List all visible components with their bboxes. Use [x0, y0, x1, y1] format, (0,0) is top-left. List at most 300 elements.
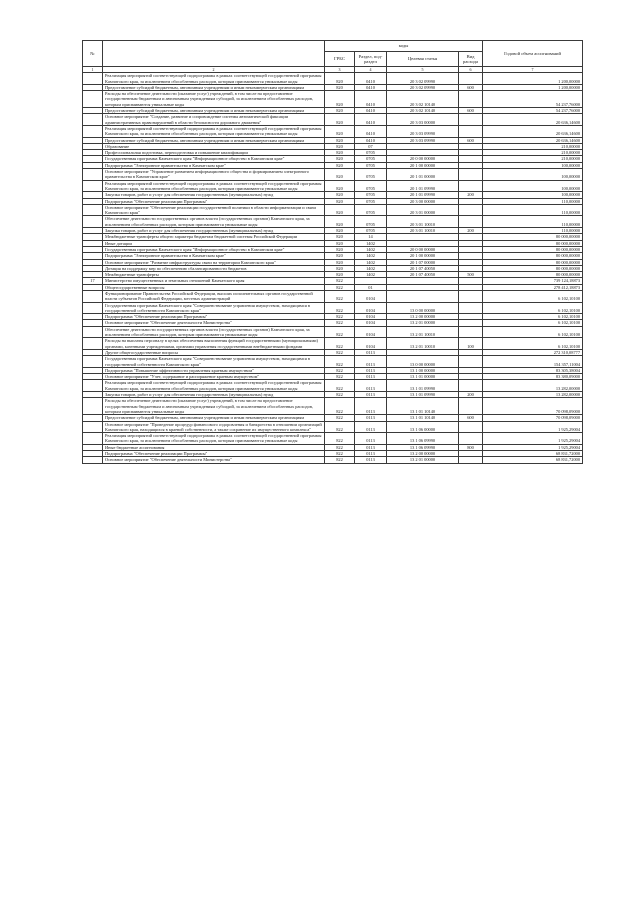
table-row	[83, 398, 583, 415]
cell-number	[83, 169, 103, 181]
cell-celevaya-statya: 13 1 06 00000	[387, 421, 459, 433]
table-row	[83, 338, 583, 350]
cell-grbs: 822	[325, 302, 355, 314]
cell-grbs: 820	[325, 108, 355, 114]
cell-vid-rashoda: 500	[459, 272, 483, 278]
cell-name: Предоставление субсидий бюджетным, автономным учреждениям и иным некоммерческим организациям	[103, 137, 325, 143]
cell-name: Функционирование Правительства Российской Федерации, высших исполнительных органов государственной власти субъектов Российской Федерации, местных администраций	[103, 290, 325, 302]
cell-number	[83, 114, 103, 126]
header-vid-rashoda: Вид расхода	[459, 52, 483, 67]
cell-razdel: 0113	[355, 433, 387, 445]
table-row	[83, 216, 583, 228]
cell-amount: 83 305,38004	[483, 367, 583, 373]
cell-razdel: 0705	[355, 228, 387, 234]
cell-name: Межбюджетные трансферты	[103, 272, 325, 278]
cell-amount: 6 102,10100	[483, 320, 583, 326]
table-body	[83, 73, 583, 463]
cell-number	[83, 125, 103, 137]
table-row	[83, 125, 583, 137]
cell-name: Основное мероприятие "Управление развитием информационного общества и формированием электронного правительства в Камчатском крае"	[103, 169, 325, 181]
column-number: 3	[325, 67, 355, 73]
cell-name: Дотация на поддержку мер по обеспечению сбалансированности бюджетов	[103, 265, 325, 271]
cell-vid-rashoda	[459, 380, 483, 392]
budget-allocation-table	[82, 40, 583, 464]
table-row	[83, 302, 583, 314]
cell-grbs: 820	[325, 162, 355, 168]
cell-grbs: 820	[325, 228, 355, 234]
cell-name: Закупка товаров, работ и услуг для обеспечения государственных (муниципальных) нужд	[103, 228, 325, 234]
table-row	[83, 457, 583, 463]
cell-amount: 54 237,76000	[483, 108, 583, 114]
table-row	[83, 421, 583, 433]
cell-razdel: 0113	[355, 349, 387, 355]
cell-razdel: 0410	[355, 91, 387, 108]
cell-amount: 6 102,10100	[483, 302, 583, 314]
cell-vid-rashoda	[459, 125, 483, 137]
cell-name: Расходы на выплаты персоналу в целях обеспечения выполнения функций государственными (муниципальными) органами, казенными учреждениями, органами управления государственными внебюджетными фондами	[103, 338, 325, 350]
cell-amount: 210,00000	[483, 156, 583, 162]
cell-name: Реализация мероприятий соответствующей подпрограммы в рамках соответствующей государственной программы Камчатского края, за исключением обособленных расходов, которым присваиваются уникальные коды	[103, 380, 325, 392]
cell-celevaya-statya: 13 2 01 10010	[387, 338, 459, 350]
cell-name: Общегосударственные вопросы	[103, 284, 325, 290]
cell-razdel: 0113	[355, 457, 387, 463]
cell-name: Подпрограмма "Обеспечение реализации Программы"	[103, 314, 325, 320]
cell-name: Обеспечение деятельности государственных органов власти (государственных органов) Камчатского края, за исключением обособленных расходов, которым присваиваются уникальные коды	[103, 216, 325, 228]
header-annual-amount: Годовой объем ассигнований	[483, 41, 583, 67]
cell-number	[83, 302, 103, 314]
table-row	[83, 204, 583, 216]
cell-celevaya-statya: 13 0 00 00000	[387, 302, 459, 314]
cell-name: Министерство имущественных и земельных отношений Камчатского края	[103, 278, 325, 284]
cell-grbs: 822	[325, 374, 355, 380]
cell-celevaya-statya: 20 1 01 09990	[387, 180, 459, 192]
cell-amount: 80 000,00000	[483, 265, 583, 271]
cell-vid-rashoda	[459, 457, 483, 463]
table-row	[83, 91, 583, 108]
cell-amount: 80 000,00000	[483, 259, 583, 265]
cell-celevaya-statya: 20 3 03 00000	[387, 114, 459, 126]
cell-grbs: 820	[325, 180, 355, 192]
cell-grbs: 822	[325, 380, 355, 392]
cell-grbs: 822	[325, 356, 355, 368]
cell-grbs: 820	[325, 234, 355, 240]
cell-amount: 54 237,76000	[483, 91, 583, 108]
cell-amount: 80 000,00000	[483, 246, 583, 252]
cell-amount: 100,00000	[483, 169, 583, 181]
cell-celevaya-statya	[387, 290, 459, 302]
table-row	[83, 356, 583, 368]
cell-grbs: 820	[325, 198, 355, 204]
cell-amount: 20 636,14600	[483, 114, 583, 126]
table-row	[83, 433, 583, 445]
cell-grbs: 820	[325, 272, 355, 278]
cell-amount: 70 098,09000	[483, 398, 583, 415]
cell-grbs: 820	[325, 259, 355, 265]
table-row	[83, 326, 583, 338]
cell-razdel: 0113	[355, 374, 387, 380]
cell-celevaya-statya: 20 1 01 00000	[387, 169, 459, 181]
cell-vid-rashoda	[459, 204, 483, 216]
cell-vid-rashoda: 200	[459, 392, 483, 398]
cell-name: Реализация мероприятий соответствующей подпрограммы в рамках соответствующей государственной программы Камчатского края, за исключением обособленных расходов, которым присваиваются уникальные коды	[103, 180, 325, 192]
column-number: 5	[387, 67, 459, 73]
cell-celevaya-statya: 20 3 02 10140	[387, 91, 459, 108]
cell-name: Реализация мероприятий соответствующей подпрограммы в рамках соответствующей государственной программы Камчатского края, за исключением обособленных расходов, которым присваиваются уникальные коды	[103, 433, 325, 445]
column-number: 6	[459, 67, 483, 73]
cell-name: Подпрограмма "Электронное правительство в Камчатском крае"	[103, 253, 325, 259]
cell-name: Подпрограмма "Электронное правительство в Камчатском крае"	[103, 162, 325, 168]
cell-amount: 210,00000	[483, 143, 583, 149]
cell-name: Основное мероприятие "Проведение процедур финансового оздоровления и банкротства в отношении организаций Камчатского края, находящихся в краевой собственности, а также сохранение их имущественного комплекса"	[103, 421, 325, 433]
cell-grbs: 822	[325, 278, 355, 284]
cell-name: Образование	[103, 143, 325, 149]
cell-grbs: 822	[325, 326, 355, 338]
cell-amount: 20 636,14600	[483, 137, 583, 143]
cell-amount: 154 357,11004	[483, 356, 583, 368]
cell-razdel: 0705	[355, 180, 387, 192]
cell-celevaya-statya: 20 1 07 40050	[387, 265, 459, 271]
cell-razdel: 0113	[355, 392, 387, 398]
cell-amount: 1 925,29004	[483, 421, 583, 433]
cell-razdel: 0410	[355, 84, 387, 90]
cell-celevaya-statya: 13 0 00 00000	[387, 356, 459, 368]
cell-amount: 1 200,00000	[483, 73, 583, 85]
cell-vid-rashoda	[459, 421, 483, 433]
cell-amount: 1 925,29004	[483, 433, 583, 445]
cell-vid-rashoda	[459, 114, 483, 126]
cell-name: Государственная программа Камчатского края "Совершенствование управления имуществом, находящимся в государственной собственности Камчатского края"	[103, 302, 325, 314]
cell-grbs: 820	[325, 125, 355, 137]
cell-amount: 739 124,18873	[483, 278, 583, 284]
cell-number	[83, 421, 103, 433]
cell-amount: 272 310,08777	[483, 349, 583, 355]
cell-name: Другие общегосударственные вопросы	[103, 349, 325, 355]
cell-razdel: 1402	[355, 253, 387, 259]
cell-grbs: 820	[325, 192, 355, 198]
cell-number	[83, 398, 103, 415]
table-row	[83, 114, 583, 126]
cell-amount: 110,00000	[483, 204, 583, 216]
cell-amount: 13 282,00000	[483, 380, 583, 392]
cell-number	[83, 326, 103, 338]
cell-name: Основное мероприятие "Создание, развитие и сопровождение системы автоматической фиксации административных правонарушений в области безопасности дорожного движения"	[103, 114, 325, 126]
cell-amount: 100,00000	[483, 192, 583, 198]
cell-amount: 83 380,09000	[483, 374, 583, 380]
cell-grbs: 822	[325, 451, 355, 457]
cell-amount: 80 000,00000	[483, 272, 583, 278]
cell-vid-rashoda	[459, 169, 483, 181]
cell-grbs: 820	[325, 73, 355, 85]
cell-number	[83, 73, 103, 85]
cell-razdel: 1402	[355, 265, 387, 271]
cell-razdel: 0705	[355, 192, 387, 198]
cell-razdel: 0113	[355, 444, 387, 450]
cell-celevaya-statya: 20 1 00 00000	[387, 253, 459, 259]
column-number: 2	[103, 67, 325, 73]
cell-celevaya-statya: 13 1 06 09990	[387, 433, 459, 445]
cell-name: Предоставление субсидий бюджетным, автономным учреждениям и иным некоммерческим организациям	[103, 84, 325, 90]
cell-celevaya-statya: 13 1 00 00000	[387, 367, 459, 373]
cell-celevaya-statya: 20 1 01 09990	[387, 192, 459, 198]
cell-name: Реализация мероприятий соответствующей подпрограммы в рамках соответствующей государственной программы Камчатского края, за исключением обособленных расходов, которым присваиваются уникальные коды	[103, 125, 325, 137]
cell-vid-rashoda	[459, 290, 483, 302]
cell-celevaya-statya: 13 1 01 09990	[387, 380, 459, 392]
cell-grbs: 820	[325, 253, 355, 259]
cell-amount: 100,00000	[483, 162, 583, 168]
cell-name: Закупка товаров, работ и услуг для обеспечения государственных (муниципальных) нужд	[103, 392, 325, 398]
cell-grbs: 820	[325, 143, 355, 149]
cell-razdel: 0104	[355, 290, 387, 302]
table-row	[83, 290, 583, 302]
cell-amount: 80 000,00000	[483, 253, 583, 259]
cell-razdel: 14	[355, 234, 387, 240]
table-row	[83, 73, 583, 85]
cell-razdel: 0104	[355, 338, 387, 350]
cell-name: Основное мероприятие "Обеспечение деятельности Министерства"	[103, 457, 325, 463]
cell-razdel: 0104	[355, 326, 387, 338]
cell-celevaya-statya: 13 2 01 00000	[387, 457, 459, 463]
cell-razdel: 0705	[355, 169, 387, 181]
cell-number	[83, 180, 103, 192]
cell-razdel: 0705	[355, 198, 387, 204]
cell-name: Государственная программа Камчатского края "Информационное общество в Камчатском крае"	[103, 156, 325, 162]
cell-razdel: 01	[355, 284, 387, 290]
cell-razdel: 0410	[355, 114, 387, 126]
cell-name: Основное мероприятие "Учет, содержание и распоряжение краевым имуществом"	[103, 374, 325, 380]
cell-grbs: 822	[325, 320, 355, 326]
table-row	[83, 380, 583, 392]
cell-amount: 70 098,09000	[483, 415, 583, 421]
cell-name: Подпрограмма "Повышение эффективности управления краевым имуществом"	[103, 367, 325, 373]
cell-celevaya-statya: 13 2 01 00000	[387, 320, 459, 326]
cell-amount: 110,00000	[483, 198, 583, 204]
cell-razdel: 07	[355, 143, 387, 149]
cell-grbs: 822	[325, 314, 355, 320]
cell-celevaya-statya: 20 3 00 00000	[387, 198, 459, 204]
cell-vid-rashoda	[459, 398, 483, 415]
cell-number: 17	[83, 278, 103, 284]
cell-grbs: 822	[325, 398, 355, 415]
cell-number	[83, 380, 103, 392]
cell-vid-rashoda	[459, 216, 483, 228]
cell-razdel: 0705	[355, 204, 387, 216]
cell-amount: 6 102,10100	[483, 326, 583, 338]
cell-grbs: 822	[325, 284, 355, 290]
cell-number	[83, 356, 103, 368]
cell-grbs: 820	[325, 246, 355, 252]
cell-vid-rashoda	[459, 326, 483, 338]
cell-celevaya-statya: 13 1 01 10140	[387, 398, 459, 415]
cell-name: Обеспечение деятельности государственных органов власти (государственных органов) Камчатского края, за исключением обособленных расходов, которым присваиваются уникальные коды	[103, 326, 325, 338]
cell-vid-rashoda	[459, 180, 483, 192]
cell-razdel: 0705	[355, 156, 387, 162]
cell-grbs: 822	[325, 433, 355, 445]
cell-celevaya-statya: 20 3 01 10010	[387, 216, 459, 228]
column-number: 4	[355, 67, 387, 73]
cell-grbs: 822	[325, 367, 355, 373]
cell-name: Подпрограмма "Обеспечение реализации Программы"	[103, 198, 325, 204]
cell-vid-rashoda	[459, 91, 483, 108]
cell-vid-rashoda: 600	[459, 108, 483, 114]
cell-razdel: 0410	[355, 108, 387, 114]
cell-amount: 6 102,10100	[483, 338, 583, 350]
cell-grbs: 822	[325, 415, 355, 421]
header-celevaya-statya: Целевая статья	[387, 52, 459, 67]
cell-name: Государственная программа Камчатского края "Информационное общество в Камчатском крае"	[103, 246, 325, 252]
cell-amount: 80 000,00000	[483, 234, 583, 240]
cell-razdel: 1402	[355, 246, 387, 252]
cell-razdel: 0113	[355, 415, 387, 421]
cell-celevaya-statya: 20 0 00 00000	[387, 156, 459, 162]
cell-amount: 68 831,72000	[483, 457, 583, 463]
cell-grbs: 820	[325, 240, 355, 246]
cell-razdel: 0113	[355, 367, 387, 373]
cell-celevaya-statya: 13 2 00 00000	[387, 451, 459, 457]
cell-number	[83, 433, 103, 445]
cell-grbs: 820	[325, 114, 355, 126]
cell-celevaya-statya: 20 3 01 10010	[387, 228, 459, 234]
cell-celevaya-statya: 20 3 02 09990	[387, 84, 459, 90]
cell-name: Расходы на обеспечение деятельности (оказание услуг) учреждений, в том числе на предоставление государственным бюджетным и автономным учреждениям субсидий, за исключением обособленных расходов, которым присваиваются уникальные коды	[103, 91, 325, 108]
cell-name: Профессиональная подготовка, переподготовка и повышение квалификации	[103, 150, 325, 156]
cell-razdel: 0705	[355, 162, 387, 168]
cell-grbs: 820	[325, 150, 355, 156]
cell-amount: 1 200,00000	[483, 84, 583, 90]
cell-vid-rashoda: 100	[459, 338, 483, 350]
cell-razdel: 0113	[355, 380, 387, 392]
cell-amount: 20 636,14600	[483, 125, 583, 137]
cell-name: Предоставление субсидий бюджетным, автономным учреждениям и иным некоммерческим организациям	[103, 415, 325, 421]
cell-grbs: 820	[325, 169, 355, 181]
cell-grbs: 822	[325, 444, 355, 450]
cell-grbs: 820	[325, 204, 355, 216]
cell-razdel: 0705	[355, 150, 387, 156]
cell-name: Иные дотации	[103, 240, 325, 246]
cell-celevaya-statya: 20 1 00 00000	[387, 162, 459, 168]
cell-celevaya-statya: 20 1 07 00000	[387, 259, 459, 265]
cell-vid-rashoda: 600	[459, 415, 483, 421]
cell-vid-rashoda	[459, 433, 483, 445]
cell-amount: 13 282,00000	[483, 392, 583, 398]
cell-name: Предоставление субсидий бюджетным, автономным учреждениям и иным некоммерческим организациям	[103, 108, 325, 114]
cell-celevaya-statya: 13 2 00 00000	[387, 314, 459, 320]
column-number: 7	[483, 67, 583, 73]
cell-vid-rashoda	[459, 302, 483, 314]
cell-grbs: 822	[325, 338, 355, 350]
cell-name: Расходы на обеспечение деятельности (оказание услуг) учреждений, в том числе на предоставление государственным бюджетным и автономным учреждениям субсидий, за исключением обособленных расходов, которым присваиваются уникальные коды	[103, 398, 325, 415]
header-name	[103, 41, 325, 67]
cell-grbs: 820	[325, 91, 355, 108]
cell-name: Закупка товаров, работ и услуг для обеспечения государственных (муниципальных) нужд	[103, 192, 325, 198]
cell-grbs: 820	[325, 265, 355, 271]
cell-razdel: 1402	[355, 259, 387, 265]
cell-number	[83, 290, 103, 302]
cell-celevaya-statya: 13 1 06 09990	[387, 444, 459, 450]
header-grbs: ГРБС	[325, 52, 355, 67]
cell-celevaya-statya: 20 0 00 00000	[387, 246, 459, 252]
cell-grbs: 822	[325, 392, 355, 398]
cell-celevaya-statya: 20 1 07 40050	[387, 272, 459, 278]
cell-celevaya-statya: 20 3 01 00000	[387, 204, 459, 216]
cell-vid-rashoda: 200	[459, 228, 483, 234]
cell-name: Реализация мероприятий соответствующей подпрограммы в рамках соответствующей государственной программы Камчатского края, за исключением обособленных расходов, которым присваиваются уникальные коды	[103, 73, 325, 85]
cell-number	[83, 204, 103, 216]
header-razdel: Раздел, под-раздел	[355, 52, 387, 67]
cell-vid-rashoda	[459, 356, 483, 368]
cell-name: Основное мероприятие "Обеспечение деятельности Министерства"	[103, 320, 325, 326]
budget-table-wrapper	[82, 40, 582, 464]
cell-celevaya-statya: 20 3 03 09990	[387, 125, 459, 137]
cell-amount: 6 102,10100	[483, 290, 583, 302]
cell-amount: 6 102,10100	[483, 314, 583, 320]
cell-name: Подпрограмма "Обеспечение реализации Программы"	[103, 451, 325, 457]
cell-razdel: 0113	[355, 421, 387, 433]
cell-celevaya-statya: 13 1 01 09990	[387, 392, 459, 398]
cell-grbs: 822	[325, 290, 355, 302]
cell-razdel: 0410	[355, 137, 387, 143]
cell-celevaya-statya: 13 1 01 10140	[387, 415, 459, 421]
cell-amount: 68 831,72000	[483, 451, 583, 457]
cell-number	[83, 91, 103, 108]
cell-razdel: 0104	[355, 314, 387, 320]
cell-celevaya-statya: 20 3 03 09990	[387, 137, 459, 143]
cell-name: Основное мероприятие "Обеспечение реализации государственной политики в области информатизации и связи Камчатского края"	[103, 204, 325, 216]
cell-amount: 100,00000	[483, 180, 583, 192]
column-number: 1	[83, 67, 103, 73]
cell-grbs: 822	[325, 457, 355, 463]
table-row	[83, 180, 583, 192]
cell-razdel: 0104	[355, 320, 387, 326]
cell-celevaya-statya: 13 1 01 00000	[387, 374, 459, 380]
cell-amount: 80 000,00000	[483, 240, 583, 246]
cell-grbs: 820	[325, 156, 355, 162]
cell-razdel: 1402	[355, 272, 387, 278]
cell-razdel: 0113	[355, 356, 387, 368]
cell-amount: 210,00000	[483, 150, 583, 156]
header-codes-group: коды	[325, 41, 483, 52]
cell-vid-rashoda: 800	[459, 444, 483, 450]
cell-name: Межбюджетные трансферты общего характера бюджетам бюджетной системы Российской Федерации	[103, 234, 325, 240]
cell-vid-rashoda: 600	[459, 84, 483, 90]
cell-name: Основное мероприятие "Развитие инфраструктуры связи на территории Камчатского края"	[103, 259, 325, 265]
cell-razdel: 0705	[355, 216, 387, 228]
cell-vid-rashoda: 200	[459, 192, 483, 198]
cell-name: Иные бюджетные ассигнования	[103, 444, 325, 450]
cell-razdel: 0113	[355, 398, 387, 415]
cell-number	[83, 216, 103, 228]
cell-grbs: 820	[325, 84, 355, 90]
table-row	[83, 169, 583, 181]
cell-grbs: 820	[325, 137, 355, 143]
cell-razdel: 1402	[355, 240, 387, 246]
header-number: №	[83, 41, 103, 67]
cell-celevaya-statya: 13 2 01 10010	[387, 326, 459, 338]
cell-grbs: 822	[325, 349, 355, 355]
cell-number	[83, 457, 103, 463]
cell-razdel: 0410	[355, 73, 387, 85]
cell-grbs: 820	[325, 216, 355, 228]
cell-razdel: 0113	[355, 451, 387, 457]
cell-amount: 110,00000	[483, 216, 583, 228]
cell-amount: 1 925,29004	[483, 444, 583, 450]
cell-number	[83, 338, 103, 350]
cell-name: Государственная программа Камчатского края "Совершенствование управления имуществом, находящимся в государственной собственности Камчатского края"	[103, 356, 325, 368]
cell-razdel: 0410	[355, 125, 387, 137]
cell-celevaya-statya: 20 3 02 10140	[387, 108, 459, 114]
cell-razdel: 0104	[355, 302, 387, 314]
cell-amount: 278 412,18873	[483, 284, 583, 290]
cell-grbs: 822	[325, 421, 355, 433]
